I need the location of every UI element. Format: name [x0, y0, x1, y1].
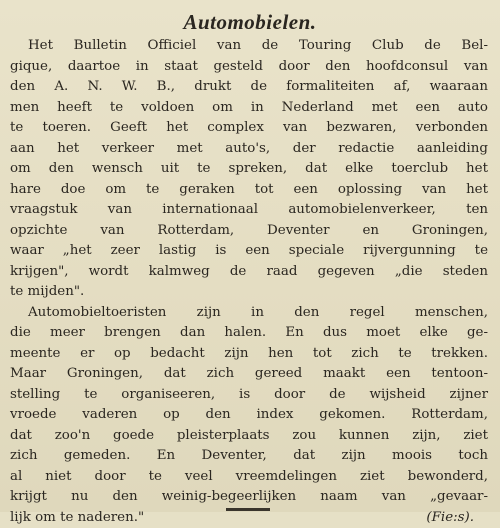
article-line: men heeft te voldoen om in Nederland met een auto: [10, 98, 488, 119]
article-line: zich gemeden. En Deventer, dat zijn moois toch: [10, 446, 488, 467]
article-line: krijgt nu den weinig-begeerlijken naam van „gevaar-: [10, 487, 488, 508]
article-line: hare doe om te geraken tot een oplossing van het: [10, 180, 488, 201]
article-line: aan het verkeer met auto's, der redactie aanleiding: [10, 139, 488, 160]
column-divider: [226, 508, 270, 511]
article-line: om den wensch uit te spreken, dat elke toerclub het: [10, 159, 488, 180]
article-line: al niet door te veel vreemdelingen ziet bewonderd,: [10, 467, 488, 488]
article-body: [10, 36, 488, 528]
article-line: den A. N. W. B., drukt de formaliteiten af, waaraan: [10, 77, 488, 98]
article-line: opzichte van Rotterdam, Deventer en Groningen,: [10, 221, 488, 242]
article-line: krijgen", wordt kalmweg de raad gegeven „die steden: [10, 262, 488, 283]
article-line: meente er op bedacht zijn hen tot zich te trekken.: [10, 344, 488, 365]
article-line: stelling te organiseeren, is door de wijsheid zijner: [10, 385, 488, 406]
article-title: Automobielen.: [0, 10, 500, 34]
author-signature: (Fie:s).: [426, 508, 488, 528]
article-line: te toeren. Geeft het complex van bezwaren, verbonden: [10, 118, 488, 139]
article-line: Maar Groningen, dat zich gereed maakt een tentoon-: [10, 364, 488, 385]
article-line: Het Bulletin Officiel van de Touring Club de Bel-: [10, 36, 488, 57]
article-line: vraagstuk van internationaal automobielenverkeer, ten: [10, 200, 488, 221]
article-line: waar „het zeer lastig is een speciale rijvergunning te: [10, 241, 488, 262]
article-line: die meer brengen dan halen. En dus moet elke ge-: [10, 323, 488, 344]
article-line: te mijden".: [10, 282, 488, 303]
article-line: gique, daartoe in staat gesteld door den hoofdconsul van: [10, 57, 488, 78]
article-line: vroede vaderen op den index gekomen. Rotterdam,: [10, 405, 488, 426]
article-line: dat zoo'n goede pleisterplaats zou kunnen zijn, ziet: [10, 426, 488, 447]
article-line: lijk om te naderen.": [10, 510, 144, 525]
article-line: Automobieltoeristen zijn in den regel menschen,: [10, 303, 488, 324]
